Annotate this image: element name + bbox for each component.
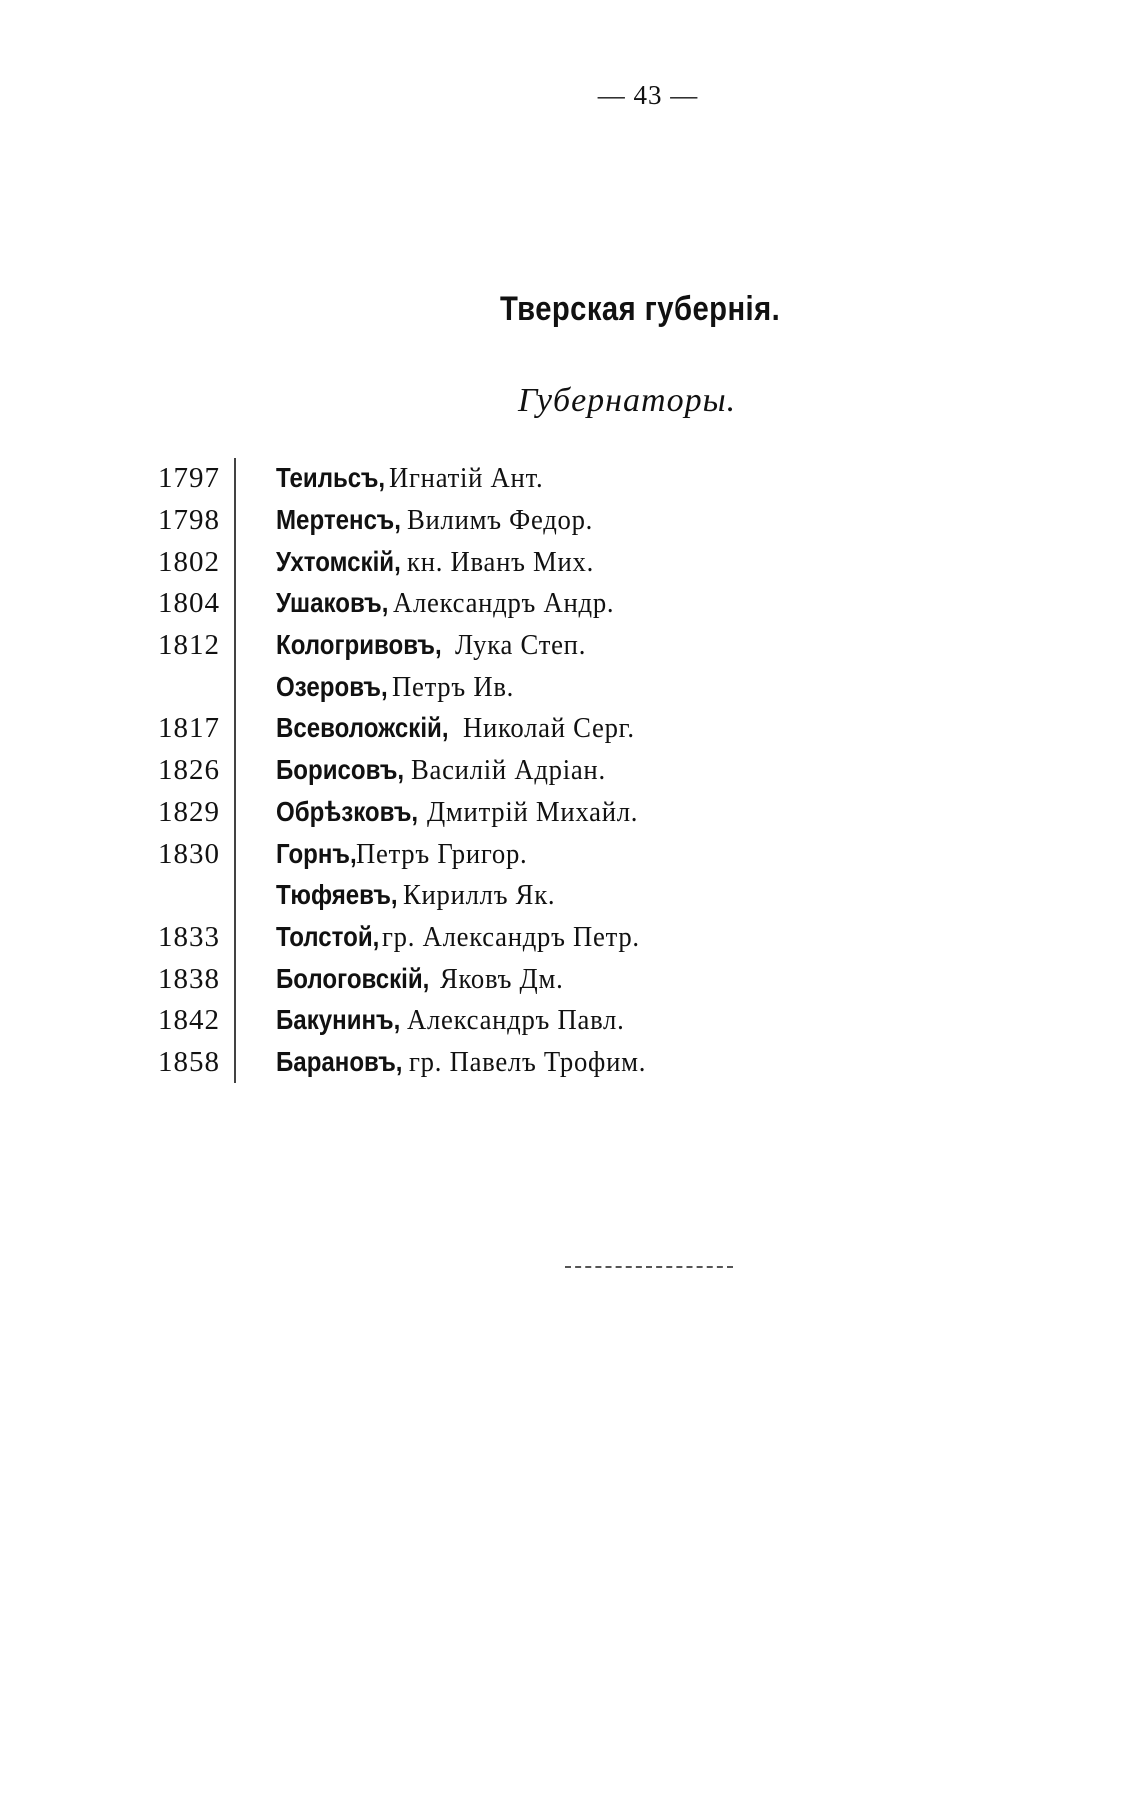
column-divider <box>234 583 236 625</box>
end-ornament-rule <box>565 1266 733 1268</box>
governor-entry <box>276 754 623 787</box>
governor-surname: Бакунинъ, <box>276 1004 401 1036</box>
governor-entry <box>276 1004 643 1037</box>
governor-row <box>120 583 920 625</box>
governor-surname: Борисовъ, <box>276 754 405 786</box>
column-divider <box>234 625 236 667</box>
column-divider <box>234 666 236 708</box>
governor-row <box>120 833 920 875</box>
governor-entry <box>276 671 525 704</box>
governor-entry <box>276 838 542 871</box>
page-title: Тверская губернія. <box>500 290 781 328</box>
governor-surname: Бологовскій, <box>276 962 430 994</box>
governor-row <box>120 458 920 500</box>
governor-row <box>120 541 920 583</box>
governor-year: 1829 <box>158 795 220 828</box>
governor-given-name: Василій Адріан. <box>410 754 606 787</box>
governor-given-name: Лука Степ. <box>454 629 586 662</box>
governor-entry <box>276 587 633 620</box>
column-divider <box>234 917 236 959</box>
governor-row <box>120 1042 920 1084</box>
governor-year: 1798 <box>158 504 220 537</box>
governor-row <box>120 917 920 959</box>
governor-year: 1812 <box>158 629 220 662</box>
governor-row <box>120 958 920 1000</box>
governor-entry <box>276 712 649 745</box>
governor-surname: Кологривовъ, <box>276 629 442 661</box>
governor-entry <box>276 1046 667 1079</box>
governor-row <box>120 1000 920 1042</box>
governor-year: 1858 <box>158 1045 220 1078</box>
governor-year: 1797 <box>158 462 220 495</box>
governor-given-name: Вилимъ Федор. <box>407 504 594 537</box>
governor-surname: Ухтомскій, <box>276 545 401 577</box>
column-divider <box>234 875 236 917</box>
governor-given-name: Игнатій Ант. <box>388 462 544 495</box>
governor-row <box>120 625 920 667</box>
governor-surname: Тюфяевъ, <box>276 879 398 911</box>
governor-given-name: Кириллъ Як. <box>403 879 556 912</box>
governor-year: 1804 <box>158 587 220 620</box>
governor-given-name: кн. Иванъ Мих. <box>407 545 595 578</box>
governor-surname: Мертенсъ, <box>276 504 401 536</box>
governor-entry <box>276 879 569 912</box>
column-divider <box>234 500 236 542</box>
governor-surname: Теильсъ, <box>276 462 386 494</box>
column-divider <box>234 792 236 834</box>
governor-year: 1830 <box>158 837 220 870</box>
governor-year: 1826 <box>158 754 220 787</box>
column-divider <box>234 1000 236 1042</box>
column-divider <box>234 541 236 583</box>
column-divider <box>234 458 236 500</box>
page-number <box>0 80 1140 111</box>
section-subtitle: Губернаторы. <box>518 382 737 419</box>
governor-given-name: Петръ Григор. <box>355 837 528 870</box>
governor-row <box>120 500 920 542</box>
governor-year: 1838 <box>158 962 220 995</box>
governor-entry <box>276 546 610 579</box>
governor-surname: Ушаковъ, <box>276 587 389 619</box>
governor-year: 1802 <box>158 545 220 578</box>
column-divider <box>234 958 236 1000</box>
governor-surname: Горнъ, <box>276 837 357 869</box>
governor-given-name: Дмитрій Михайл. <box>427 795 639 828</box>
governor-entry <box>276 504 610 537</box>
governor-given-name: гр. Павелъ Трофим. <box>409 1045 647 1078</box>
governor-given-name: Петръ Ив. <box>391 670 514 703</box>
column-divider <box>234 1042 236 1084</box>
column-divider <box>234 750 236 792</box>
governor-entry <box>276 462 557 495</box>
governor-entry <box>276 629 597 662</box>
governor-surname: Толстой, <box>276 920 380 952</box>
governor-surname: Обрѣзковъ, <box>276 795 419 827</box>
governor-given-name: Александръ Андр. <box>392 587 615 620</box>
governor-given-name: Николай Серг. <box>462 712 635 745</box>
governor-surname: Озеровъ, <box>276 670 388 702</box>
governor-year: 1833 <box>158 920 220 953</box>
page-number-text: — 43 — <box>597 80 699 110</box>
governor-entry <box>276 796 657 829</box>
governor-entry <box>276 921 662 954</box>
governor-row <box>120 750 920 792</box>
governor-row <box>120 666 920 708</box>
column-divider <box>234 708 236 750</box>
governor-given-name: Яковъ Дм. <box>440 962 564 995</box>
governor-entry <box>276 963 575 996</box>
governor-year: 1817 <box>158 712 220 745</box>
governors-list <box>120 458 920 1083</box>
governor-given-name: гр. Александръ Петр. <box>382 920 641 953</box>
governor-row <box>120 708 920 750</box>
governor-year: 1842 <box>158 1004 220 1037</box>
governor-surname: Всеволожскій, <box>276 712 449 744</box>
governor-given-name: Александръ Павл. <box>406 1004 625 1037</box>
governor-surname: Барановъ, <box>276 1045 403 1077</box>
governor-row <box>120 792 920 834</box>
governor-row <box>120 875 920 917</box>
column-divider <box>234 833 236 875</box>
